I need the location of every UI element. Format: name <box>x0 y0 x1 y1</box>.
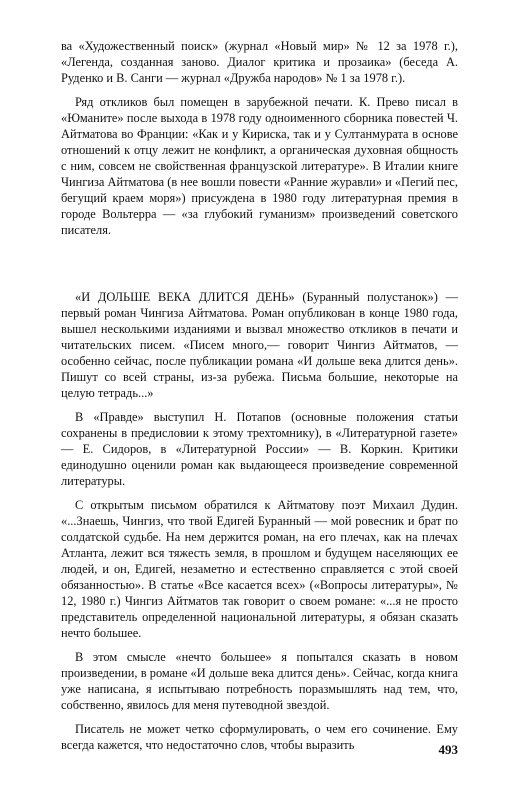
paragraph-gap <box>61 641 458 649</box>
paragraph-gap <box>61 713 458 721</box>
paragraph-foreign-reviews: Ряд откликов был помещен в зарубежной печати. К. Прево писал в «Юманите» после выхода в 1978 году одноименного сборника повестей Ч. Айтматова во Франции: «Как и у Кириска, так и у Султанмурата в основе отношений к отцу лежит не конфликт, а органическая духовная общность с ним, совсем не свойственная французской литературе». В Италии книге Чингиза Айтматова (в нее вошли повести «Ранние журавли» и «Пегий пес, бегущий краем моря») присуждена в 1980 году литературная премия в городе Вольтерра — «за глубокий гуманизм» произведений советского писателя. <box>61 95 458 237</box>
paragraph-continuation: ва «Художественный поиск» (журнал «Новый мир» № 12 за 1978 г.), «Легенда, созданная заново. Диалог критика и прозаика» (беседа А. Руденко и В. Санги — журнал «Дружба народов» № 1 за 1978 г.). <box>61 39 458 85</box>
paragraph-pravda: В «Правде» выступил Н. Потапов (основные положения статьи сохранены в предисловии к этому трехтомнику), в «Литературной газете» — Е. Сидоров, в «Литературной России» — В. Коркин. Критики единодушно оценили роман как выдающееся произведение современной литературы. <box>61 410 458 488</box>
paragraph-something-more: В этом смысле «нечто большее» я попытался сказать в новом произведении, в романе «И дольше века длится день». Сейчас, когда книга уже написана, я испытываю потребность поразмышлять над тем, что, собственно, явилось для меня путеводной звездой. <box>61 650 458 712</box>
page-number: 493 <box>438 742 458 757</box>
main-text-section <box>61 289 458 753</box>
paragraph-dudin-letter: С открытым письмом обратился к Айтматову поэт Михаил Дудин. «...Знаешь, Чингиз, что твой Едигей Буранный — мой ровесник и брат по солдатской судьбе. На нем держится роман, на его плечах, как на плечах Атланта, лежит вся тяжесть земля, в прошлом и будущем населяющих ее людей, и он, Едигей, незаметно и естественно справляется с этой своей обязанностью». В статье «Все касается всех» («Вопросы литературы», № 12, 1980 г.) Чингиз Айтматов так говорит о своем романе: «...я не просто представитель определенной национальной литературы, я обязан сказать нечто большее. <box>61 498 458 640</box>
paragraph-writer: Писатель не может четко сформулировать, о чем его сочинение. Ему всегда кажется, что недостаточно слов, чтобы выразить <box>61 722 458 752</box>
paragraph-gap <box>61 489 458 497</box>
top-text-section <box>61 38 458 238</box>
paragraph-gap <box>61 86 458 94</box>
paragraph-gap <box>61 401 458 409</box>
paragraph-novel-intro: «И ДОЛЬШЕ ВЕКА ДЛИТСЯ ДЕНЬ» (Буранный полустанок») — первый роман Чингиза Айтматова. Роман опубликован в конце 1980 года, вышел несколькими изданиями и вызвал множество откликов в печати и читательских писем. «Писем много,— говорит Чингиз Айтматов, — особенно сейчас, после публикации романа «И дольше века длится день». Пишут со всей страны, из-за рубежа. Письма большие, некоторые на целую тетрадь...» <box>61 290 458 400</box>
